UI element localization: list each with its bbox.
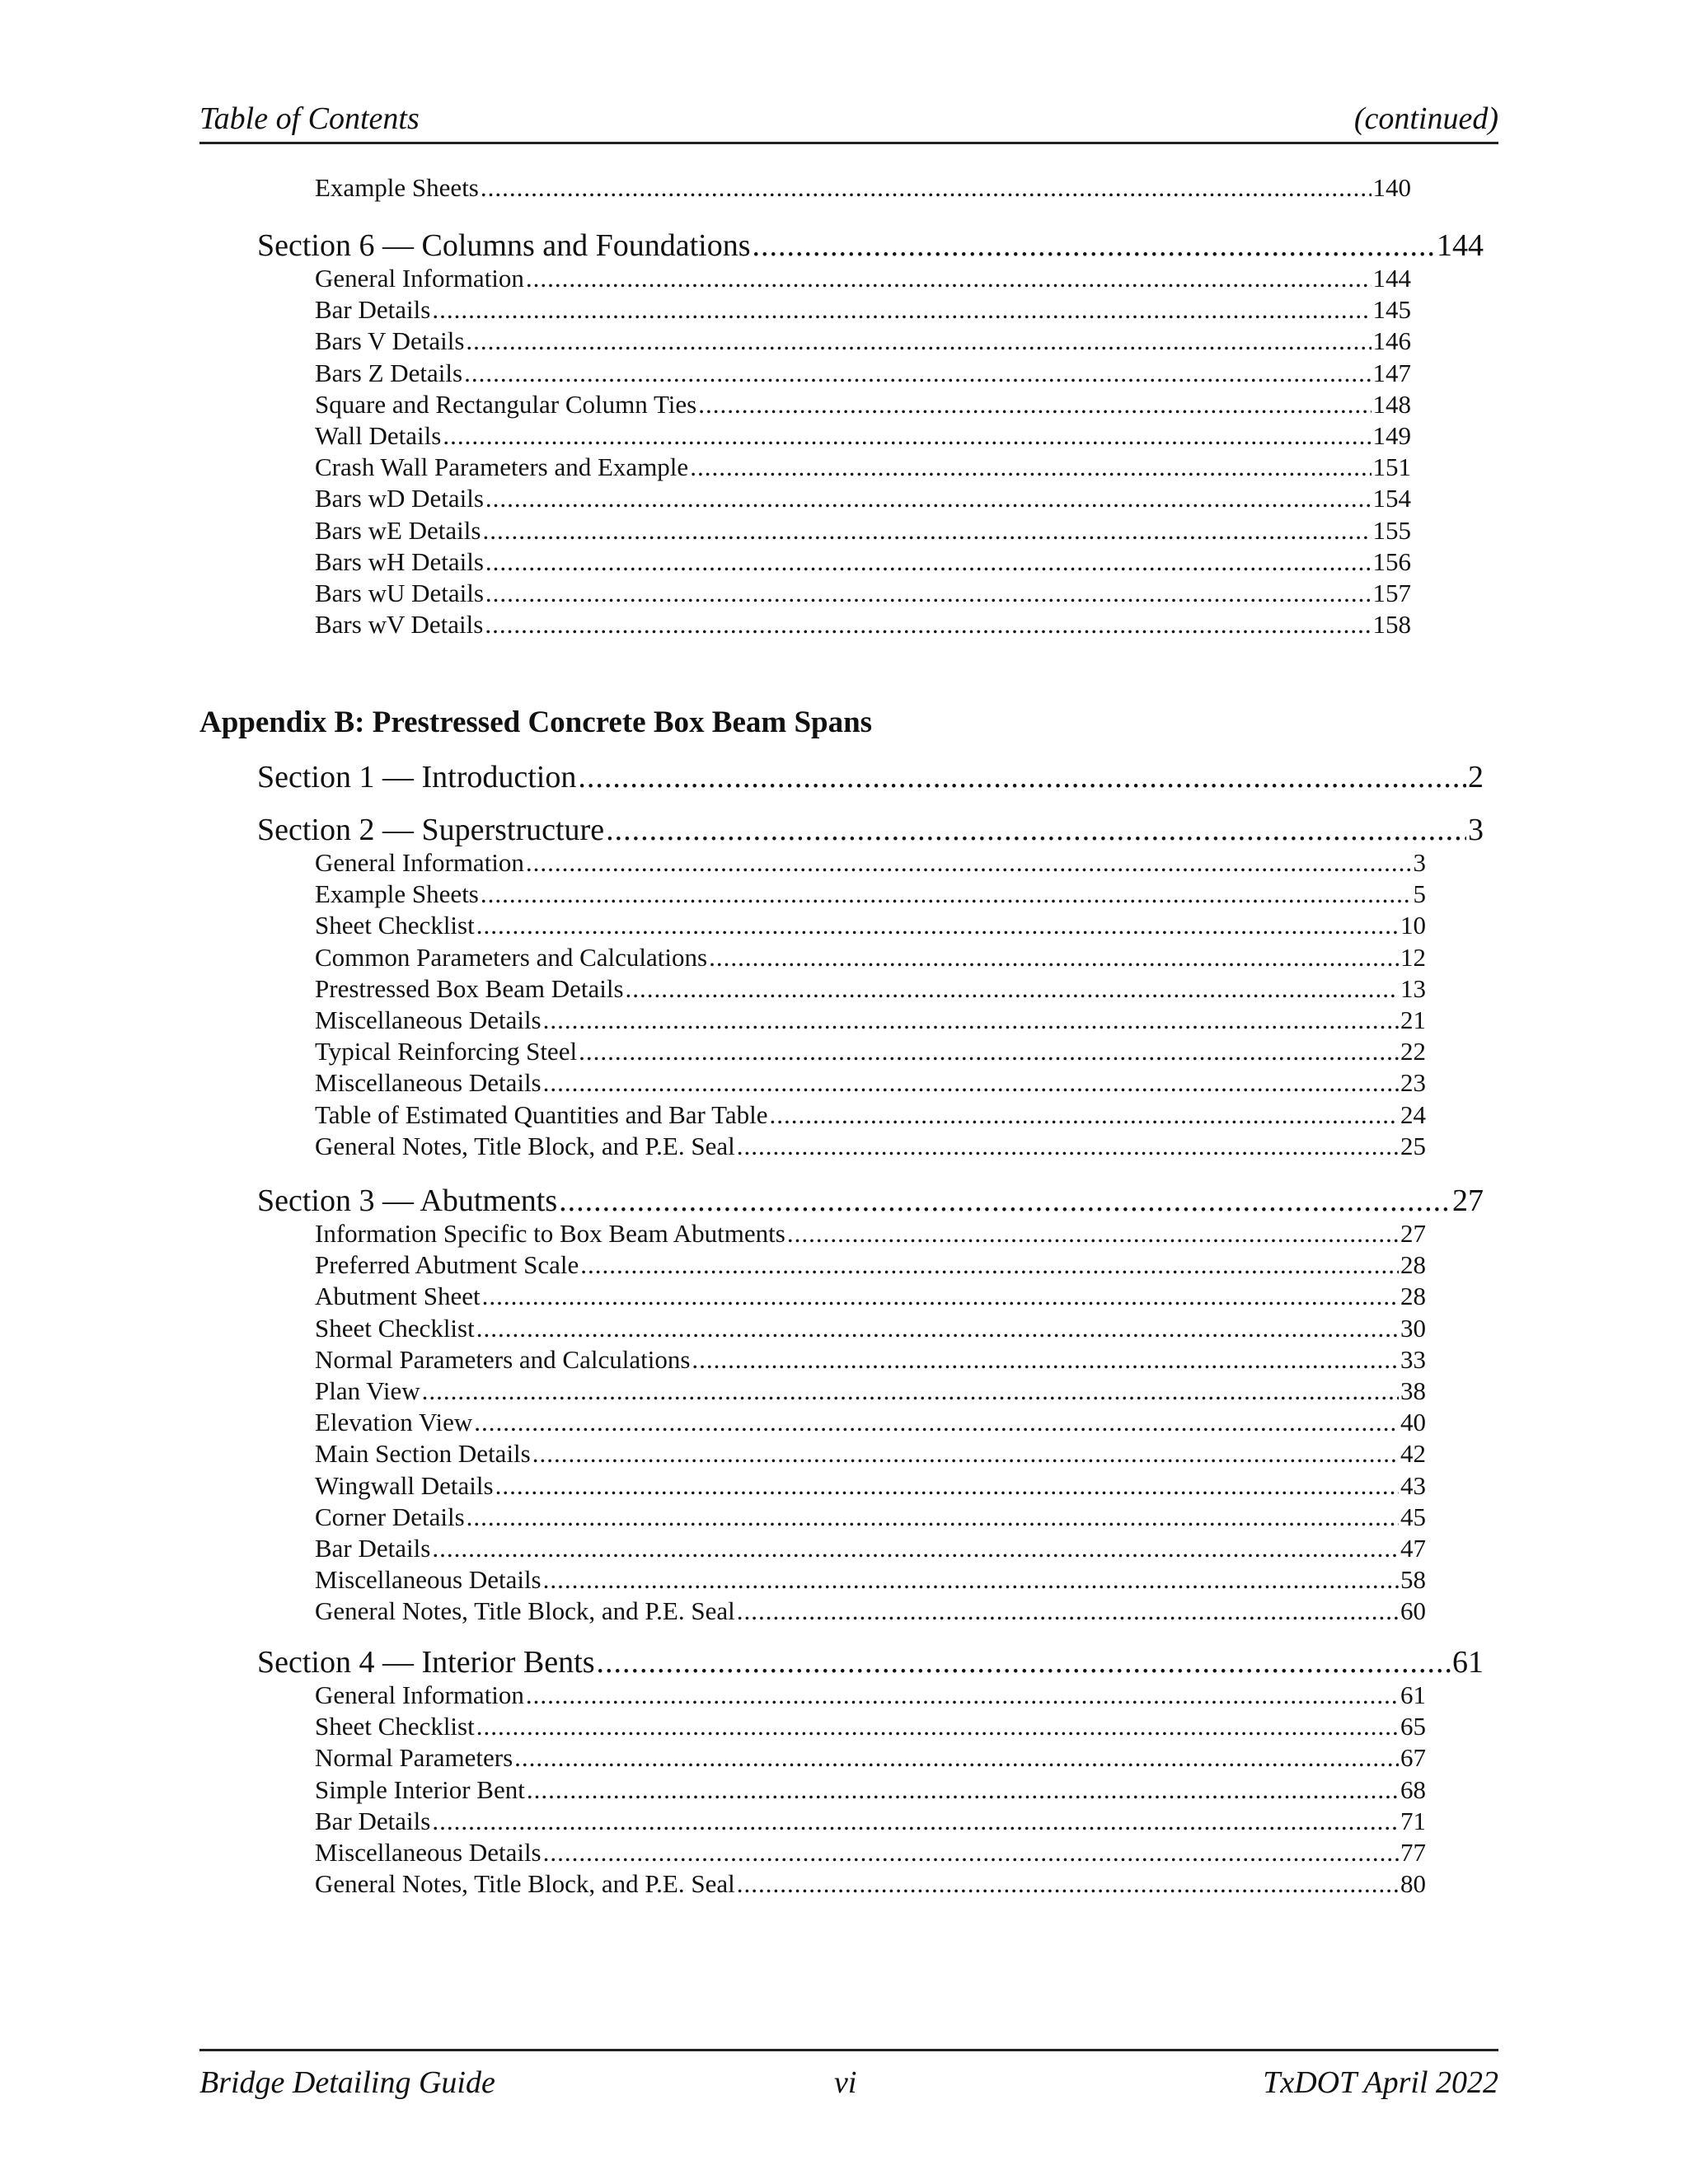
toc-entry-page: 13 [1400,973,1426,1003]
toc-entry-label: Plan View [315,1376,420,1405]
dot-leader [474,1408,1399,1437]
toc-entry-label: Corner Details [315,1502,465,1531]
toc-entry-label: General Information [315,848,524,877]
toc-entry[interactable] [315,943,1426,974]
dot-leader [422,1376,1399,1406]
toc-entry-label: Bars wE Details [315,515,481,545]
toc-entry[interactable] [315,452,1411,484]
dot-leader [527,1775,1399,1805]
toc-entry[interactable] [315,547,1411,579]
toc-entry-label: Wall Details [315,421,442,450]
section-heading[interactable] [257,1644,1484,1682]
dot-leader [476,911,1399,940]
toc-entry[interactable] [315,326,1411,358]
dot-leader [485,579,1372,608]
toc-entry-label: Main Section Details [315,1439,531,1469]
toc-entry-page: 68 [1400,1774,1426,1804]
toc-entry-label: Bars wH Details [315,546,484,576]
dot-leader [481,173,1372,203]
toc-entry-page: 67 [1400,1743,1426,1773]
toc-entry-page: 10 [1400,911,1426,940]
dot-leader [514,1743,1399,1773]
toc-entry[interactable] [315,1037,1426,1068]
toc-entry-page: 24 [1400,1099,1426,1129]
section-heading-page: 61 [1452,1645,1484,1680]
dot-leader [578,759,1466,795]
dot-leader [482,1282,1399,1311]
toc-entry-label: Miscellaneous Details [315,1005,542,1034]
toc-entry-label: Information Specific to Box Beam Abutments [315,1219,785,1248]
toc-entry-label: Bars Z Details [315,358,463,387]
toc-entry-label: Preferred Abutment Scale [315,1250,579,1280]
toc-entry-label: Normal Parameters [315,1743,513,1773]
toc-entry-label: Example Sheets [315,173,479,202]
section-heading[interactable] [257,1183,1484,1221]
dot-leader [432,1807,1399,1836]
footer-edition: TxDOT April 2022 [1263,2065,1498,2100]
dot-leader [606,812,1466,848]
toc-entry[interactable] [315,1005,1426,1037]
toc-entry-page: 5 [1413,879,1426,909]
toc-entry[interactable] [315,1807,1426,1838]
toc-entry[interactable] [315,1534,1426,1565]
dot-leader [432,295,1371,325]
header-title: Table of Contents [199,101,420,136]
toc-entry[interactable] [315,1439,1426,1470]
dot-leader [432,1534,1399,1563]
toc-entry-page: 60 [1400,1596,1426,1626]
toc-entry-page: 43 [1400,1470,1426,1500]
toc-entry-page: 25 [1400,1131,1426,1160]
toc-entry[interactable] [315,1408,1426,1439]
toc-entry-page: 61 [1400,1680,1426,1709]
toc-entry-page: 148 [1372,389,1411,419]
toc-entry-page: 65 [1400,1712,1426,1741]
dot-leader [709,943,1399,972]
toc-entry[interactable] [315,1838,1426,1869]
toc-entry-label: Wingwall Details [315,1470,494,1500]
toc-entry-label: Common Parameters and Calculations [315,942,708,972]
toc-entry-label: Miscellaneous Details [315,1068,542,1098]
toc-entry-page: 140 [1372,173,1411,202]
dot-leader [543,1565,1399,1595]
dot-leader [526,848,1412,878]
section-heading-label: Section 1 — Introduction [257,760,577,794]
toc-entry-page: 33 [1400,1344,1426,1374]
toc-entry[interactable] [315,1282,1426,1313]
toc-entry-page: 3 [1413,848,1426,877]
toc-entry-label: Abutment Sheet [315,1282,481,1311]
toc-entry-label: General Notes, Title Block, and P.E. Seal [315,1131,735,1160]
toc-entry[interactable] [315,1471,1426,1502]
toc-entry[interactable] [315,1132,1426,1163]
toc-entry[interactable] [315,1869,1426,1900]
toc-entry-page: 71 [1400,1806,1426,1835]
dot-leader [737,1869,1399,1899]
toc-entry[interactable] [315,1775,1426,1807]
appendix-heading: Appendix B: Prestressed Concrete Box Beam Spans [199,705,873,739]
toc-entry-page: 147 [1372,358,1411,387]
toc-entry-label: Bars V Details [315,326,465,356]
toc-entry-page: 12 [1400,942,1426,972]
toc-entry-label: Example Sheets [315,879,479,909]
toc-entry-label: Sheet Checklist [315,911,475,940]
toc-entry-label: Bars wU Details [315,579,484,607]
toc-entry-page: 21 [1400,1005,1426,1034]
toc-entry-label: Bar Details [315,295,431,325]
toc-entry[interactable] [315,974,1426,1005]
dot-leader [787,1219,1399,1249]
toc-entry[interactable] [315,1680,1426,1712]
section-heading-page: 144 [1437,228,1484,263]
toc-entry[interactable] [315,1068,1426,1099]
toc-entry-label: General Notes, Title Block, and P.E. Seal [315,1869,735,1899]
toc-entry-label: Bar Details [315,1806,431,1835]
toc-entry-page: 144 [1372,264,1411,293]
toc-entry-page: 23 [1400,1068,1426,1098]
toc-entry-page: 158 [1372,610,1411,640]
toc-entry-page: 28 [1400,1250,1426,1280]
toc-entry[interactable] [315,1712,1426,1743]
toc-entry-label: General Notes, Title Block, and P.E. Seal [315,1596,735,1626]
section-heading-label: Section 6 — Columns and Foundations [257,228,751,263]
section-heading[interactable] [257,812,1484,850]
toc-entry-label: Sheet Checklist [315,1712,475,1741]
toc-entry-label: Normal Parameters and Calculations [315,1344,691,1374]
toc-entry-label: Typical Reinforcing Steel [315,1037,578,1066]
toc-entry-label: General Information [315,1680,524,1709]
toc-entry[interactable] [315,1345,1426,1376]
dot-leader [690,452,1371,482]
dot-leader [481,879,1412,909]
toc-entry-page: 40 [1400,1408,1426,1437]
toc-entry[interactable] [315,295,1411,326]
dot-leader [443,421,1371,451]
section-heading-label: Section 4 — Interior Bents [257,1645,595,1680]
toc-entry-page: 27 [1400,1219,1426,1248]
toc-entry[interactable] [315,516,1411,547]
section-heading[interactable] [257,227,1484,265]
toc-entry-label: Table of Estimated Quantities and Bar Table [315,1099,768,1129]
toc-entry[interactable] [315,390,1411,421]
dot-leader [526,1680,1399,1710]
toc-entry-page: 145 [1372,295,1411,325]
toc-entry[interactable] [315,173,1411,204]
dot-leader [526,264,1372,293]
dot-leader [626,974,1399,1004]
toc-entry-page: 77 [1400,1838,1426,1867]
toc-entry[interactable] [315,359,1411,390]
toc-entry[interactable] [315,848,1426,879]
toc-entry-label: Square and Rectangular Column Ties [315,389,697,419]
toc-entry-label: General Information [315,264,524,293]
toc-entry-page: 146 [1372,326,1411,356]
toc-entry-page: 156 [1372,546,1411,576]
section-heading-page: 27 [1452,1183,1484,1218]
dot-leader [485,610,1371,640]
toc-entry[interactable] [315,1376,1426,1408]
toc-entry[interactable] [315,1743,1426,1774]
toc-entry-page: 149 [1372,421,1411,450]
dot-leader [464,359,1371,388]
section-heading-label: Section 3 — Abutments [257,1183,558,1218]
toc-entry-page: 45 [1400,1502,1426,1531]
section-heading-page: 3 [1468,813,1484,847]
toc-entry-label: Sheet Checklist [315,1313,475,1343]
dot-leader [467,1502,1399,1532]
toc-entry-page: 58 [1400,1565,1426,1595]
dot-leader [698,390,1371,419]
header-continued: (continued) [1353,101,1498,136]
toc-entry[interactable] [315,264,1411,295]
toc-entry-label: Elevation View [315,1408,473,1437]
toc-entry[interactable] [315,484,1411,515]
toc-entry-page: 22 [1400,1037,1426,1066]
dot-leader [476,1314,1399,1343]
dot-leader [532,1439,1399,1469]
toc-entry-label: Bars wV Details [315,610,484,640]
dot-leader [580,1250,1399,1280]
toc-entry-page: 155 [1372,515,1411,545]
toc-entry[interactable] [315,1565,1426,1596]
page-footer [199,2049,1498,2109]
toc-entry-page: 47 [1400,1534,1426,1563]
toc-entry-label: Bars wD Details [315,484,484,513]
toc-entry[interactable] [315,1314,1426,1345]
dot-leader [485,484,1372,513]
dot-leader [543,1838,1399,1868]
toc-entry[interactable] [315,1219,1426,1250]
toc-entry-page: 28 [1400,1282,1426,1311]
footer-page-number: vi [834,2065,857,2100]
toc-entry-label: Miscellaneous Details [315,1838,542,1867]
toc-entry-page: 42 [1400,1439,1426,1469]
dot-leader [737,1132,1399,1161]
section-heading-page: 2 [1468,760,1484,794]
dot-leader [543,1005,1399,1035]
footer-doc-title: Bridge Detailing Guide [199,2065,495,2100]
dot-leader [543,1068,1399,1098]
toc-entry-label: Simple Interior Bent [315,1774,525,1804]
section-heading-label: Section 2 — Superstructure [257,813,605,847]
dot-leader [753,227,1436,264]
toc-entry-label: Bar Details [315,1534,431,1563]
toc-entry-label: Crash Wall Parameters and Example [315,452,689,482]
toc-entry[interactable] [315,1100,1426,1132]
toc-entry[interactable] [315,610,1411,641]
toc-entry-page: 38 [1400,1376,1426,1405]
toc-entry[interactable] [315,579,1411,610]
toc-entry-page: 151 [1372,452,1411,482]
toc-entry[interactable] [315,911,1426,942]
dot-leader [596,1644,1451,1680]
toc-entry-page: 154 [1372,484,1411,513]
toc-entry[interactable] [315,421,1411,452]
dot-leader [737,1596,1399,1626]
section-heading[interactable] [257,759,1484,797]
toc-entry-page: 80 [1400,1869,1426,1899]
toc-entry[interactable] [315,1502,1426,1534]
toc-entry[interactable] [315,1596,1426,1628]
toc-entry-label: Prestressed Box Beam Details [315,973,624,1003]
dot-leader [495,1471,1399,1501]
dot-leader [482,516,1371,546]
dot-leader [476,1712,1399,1741]
dot-leader [466,326,1371,356]
dot-leader [769,1100,1399,1130]
toc-entry-page: 157 [1372,579,1411,607]
toc-entry-label: Miscellaneous Details [315,1565,542,1595]
dot-leader [559,1183,1451,1219]
page-header [199,97,1498,144]
dot-leader [579,1037,1399,1066]
dot-leader [692,1345,1399,1375]
toc-entry[interactable] [315,879,1426,911]
dot-leader [485,547,1372,577]
toc-entry-page: 30 [1400,1313,1426,1343]
toc-entry[interactable] [315,1250,1426,1282]
